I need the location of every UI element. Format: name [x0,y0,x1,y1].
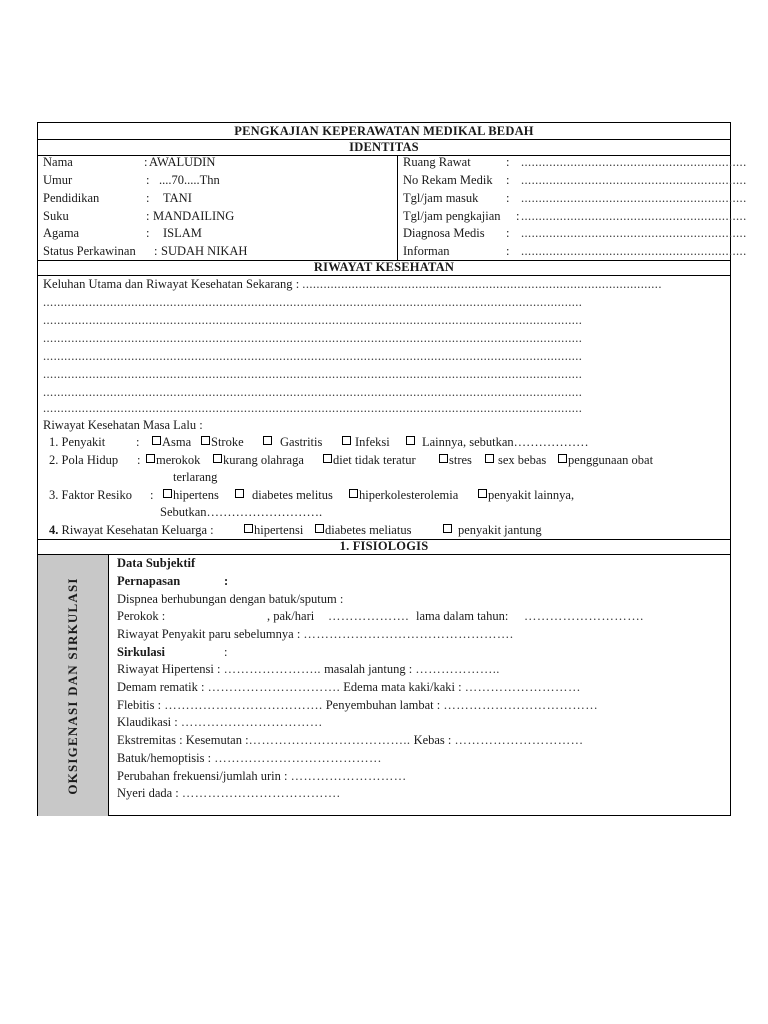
phlebitis-label: Flebitis : [117,698,162,712]
extremities-dots: ……………………………….. [248,733,411,747]
checkbox[interactable] [213,454,222,463]
identity-value-informant: ................................................................ [521,244,747,258]
rheumatic-dots: …………………………. [207,680,341,694]
lifestyle-option-smoking[interactable] [146,452,200,469]
lifestyle-option-drugs-cont: terlarang [173,470,218,484]
option-label: hipertens [173,488,219,502]
chief-complaint-label [43,276,662,293]
checkbox[interactable] [244,524,253,533]
chest-pain-dots: ………………………………. [181,786,341,800]
option-label: merokok [156,453,201,467]
chief-complaint-sep: : [295,277,300,291]
risk-option-other-cont: Sebutkan………………………. [160,505,323,519]
identity-header: IDENTITAS [349,140,419,154]
checkbox[interactable] [342,436,351,445]
lung-history-field [117,626,513,643]
identity-label-name: Nama [43,155,73,169]
checkbox[interactable] [558,454,567,463]
chest-pain-field [117,785,340,802]
identity-sep: : [146,191,150,205]
identity-value-diagnosis: ................................................................ [521,226,747,240]
checkbox[interactable] [235,489,244,498]
breathing-sep: : [224,574,229,588]
checkbox[interactable] [349,489,358,498]
identity-value-name: AWALUDIN [149,155,216,169]
edema-label: Edema mata kaki/kaki : [343,680,462,694]
complaint-line: ......................................................................................................................................................... [43,367,583,381]
form-title: PENGKAJIAN KEPERAWATAN MEDIKAL BEDAH [234,124,534,138]
lifestyle-option-stress[interactable] [439,452,472,469]
past-item-sep: : [137,453,141,467]
identity-value-religion: ISLAM [163,226,202,240]
urine-dots: ……………………… [290,769,407,783]
extremities-label: Ekstremitas : Kesemutan : [117,733,249,747]
checkbox[interactable] [485,454,494,463]
disease-option-gastritis[interactable] [263,434,322,451]
breathing-title: Pernapasan [117,574,181,588]
hypertension-history-field [117,661,500,678]
lifestyle-option-diet[interactable] [323,452,416,469]
option-label: penyakit jantung [458,523,542,537]
disease-option-stroke[interactable] [201,434,244,451]
circulation-title: Sirkulasi [117,645,165,659]
lung-history-dots: …………………………………………. [303,627,514,641]
checkbox[interactable] [201,436,210,445]
identity-value-room: ................................................................ [521,155,747,169]
checkbox[interactable] [263,436,272,445]
claudication-field [117,714,323,731]
packs-per-day-dots: ………………. [328,609,409,623]
identity-value-admission: ................................................................ [521,191,747,205]
complaint-line: ......................................................................................................................................................... [43,349,583,363]
extremities-field [117,732,584,749]
section-sidebar [38,555,109,816]
chief-complaint-dots: ...................................................................................................... [302,277,662,291]
urine-field [117,768,407,785]
checkbox[interactable] [478,489,487,498]
circulation-sep: : [224,645,228,659]
chest-pain-label: Nyeri dada : [117,786,179,800]
past-item-sep: : [136,435,140,449]
identity-value-education: TANI [163,191,192,205]
past-item-risk-label: 3. Faktor Resiko [49,488,132,502]
claudication-label: Klaudikasi : [117,715,178,729]
identity-label-assessment-time: Tgl/jam pengkajian [403,209,501,223]
hypertension-dots: ………………….. [223,662,321,676]
past-item-family-num: 4. [49,523,59,537]
hypertension-label: Riwayat Hipertensi : [117,662,221,676]
phlebitis-dots: ………………………………. [164,698,323,712]
identity-value-marital: SUDAH NIKAH [161,244,248,258]
cough-label: Batuk/hemoptisis : [117,751,212,765]
healing-label: Penyembuhan lambat : [325,698,441,712]
numb-label: Kebas : [413,733,452,747]
option-label: penyakit lainnya, [488,488,575,502]
identity-sep: : [506,191,510,205]
rheumatic-label: Demam rematik : [117,680,205,694]
edema-dots: ……………………… [464,680,581,694]
checkbox[interactable] [323,454,332,463]
chief-complaint-label-text: Keluhan Utama dan Riwayat Kesehatan Sekarang [43,277,293,291]
complaint-line: ......................................................................................................................................................... [43,313,583,327]
complaint-line: ......................................................................................................................................................... [43,385,583,399]
smoker-label: Perokok : [117,609,166,623]
risk-option-hypertension[interactable] [163,487,219,504]
option-label: penggunaan obat [568,453,654,467]
smoking-years-dots: ………………………. [524,609,644,623]
history-header: RIWAYAT KESEHATAN [313,260,455,274]
identity-label-marital: Status Perkawinan [43,244,136,258]
identity-sep: : [506,244,510,258]
dyspnea-field: Dispnea berhubungan dengan batuk/sputum : [117,592,344,606]
checkbox[interactable] [406,436,415,445]
heart-problem-label: masalah jantung : [324,662,413,676]
rheumatic-fever-field [117,679,581,696]
family-option-hypertension[interactable] [244,522,303,539]
cough-dots: ………………………………… [214,751,382,765]
identity-label-informant: Informan [403,244,450,258]
identity-sep: : [506,155,510,169]
identity-label-age: Umur [43,173,73,187]
identity-label-education: Pendidikan [43,191,100,205]
option-label: diabetes meliatus [325,523,412,537]
identity-label-admission: Tgl/jam masuk [403,191,479,205]
option-label: diabetes melitus [252,488,333,502]
identity-column-divider [397,155,398,260]
checkbox[interactable] [443,524,452,533]
cough-field [117,750,382,767]
complaint-line: ......................................................................................................................................................... [43,401,583,415]
risk-option-diabetes[interactable] [235,487,333,504]
option-label: Asma [162,435,192,449]
identity-value-medical-record: ................................................................ [521,173,747,187]
identity-sep: : [154,244,158,258]
identity-value-ethnicity: MANDAILING [153,209,235,223]
option-label: diet tidak teratur [333,453,416,467]
disease-option-other[interactable] [406,434,589,451]
lifestyle-option-exercise[interactable] [213,452,304,469]
packs-per-day-label: , pak/hari [267,609,315,623]
past-item-family-label: Riwayat Kesehatan Keluarga : [61,523,214,537]
identity-label-religion: Agama [43,226,80,240]
option-label: hiperkolesterolemia [359,488,459,502]
option-label: sex bebas [498,453,547,467]
option-label: stres [449,453,472,467]
sidebar-label: OKSIGENASI DAN SIRKULASI [65,576,80,795]
assessment-form [37,122,747,816]
family-option-diabetes[interactable] [315,522,411,539]
checkbox[interactable] [163,489,172,498]
phlebitis-field [117,697,598,714]
identity-sep: : [516,209,520,223]
checkbox[interactable] [439,454,448,463]
identity-label-diagnosis: Diagnosa Medis [403,226,485,240]
checkbox[interactable] [152,436,161,445]
identity-sep: : [506,226,510,240]
identity-sep: : [506,173,510,187]
identity-sep: : [146,226,150,240]
identity-sep: : [146,173,150,187]
complaint-line: ......................................................................................................................................................... [43,331,583,345]
checkbox[interactable] [146,454,155,463]
numb-dots: ………………………… [454,733,584,747]
identity-value-assessment-time: ................................................................ [521,209,747,223]
past-history-title: Riwayat Kesehatan Masa Lalu : [43,418,203,432]
risk-option-other[interactable] [478,487,574,504]
identity-label-room: Ruang Rawat [403,155,471,169]
physiology-header: 1. FISIOLOGIS [339,539,429,553]
disease-option-asthma[interactable] [152,434,191,451]
smoking-years-label: lama dalam tahun: [416,609,509,623]
family-option-heart[interactable] [443,522,542,539]
identity-value-age: ....70.....Thn [159,173,220,187]
identity-sep: : [144,155,148,169]
past-item-sep: : [150,488,154,502]
past-item-family [49,522,214,539]
lifestyle-option-drugs[interactable] [558,452,653,469]
risk-option-cholesterol[interactable] [349,487,458,504]
option-label: kurang olahraga [223,453,304,467]
identity-label-medical-record: No Rekam Medik [403,173,493,187]
past-item-disease-label: 1. Penyakit [49,435,106,449]
disease-option-infection[interactable] [342,434,390,451]
urine-label: Perubahan frekuensi/jumlah urin : [117,769,288,783]
lung-history-label: Riwayat Penyakit paru sebelumnya : [117,627,301,641]
heart-problem-dots: ……………….. [415,662,500,676]
subjective-title: Data Subjektif [117,556,196,570]
option-label: Infeksi [355,435,390,449]
option-label: Lainnya, sebutkan……………… [422,435,589,449]
healing-dots: ……………………………… [443,698,599,712]
checkbox[interactable] [315,524,324,533]
lifestyle-option-free-sex[interactable] [485,452,546,469]
identity-sep: : [146,209,150,223]
identity-label-ethnicity: Suku [43,209,69,223]
claudication-dots: …………………………… [180,715,323,729]
option-label: Stroke [211,435,244,449]
option-label: hipertensi [254,523,304,537]
option-label: Gastritis [280,435,323,449]
past-item-lifestyle-label: 2. Pola Hidup [49,453,119,467]
complaint-line: ......................................................................................................................................................... [43,295,583,309]
